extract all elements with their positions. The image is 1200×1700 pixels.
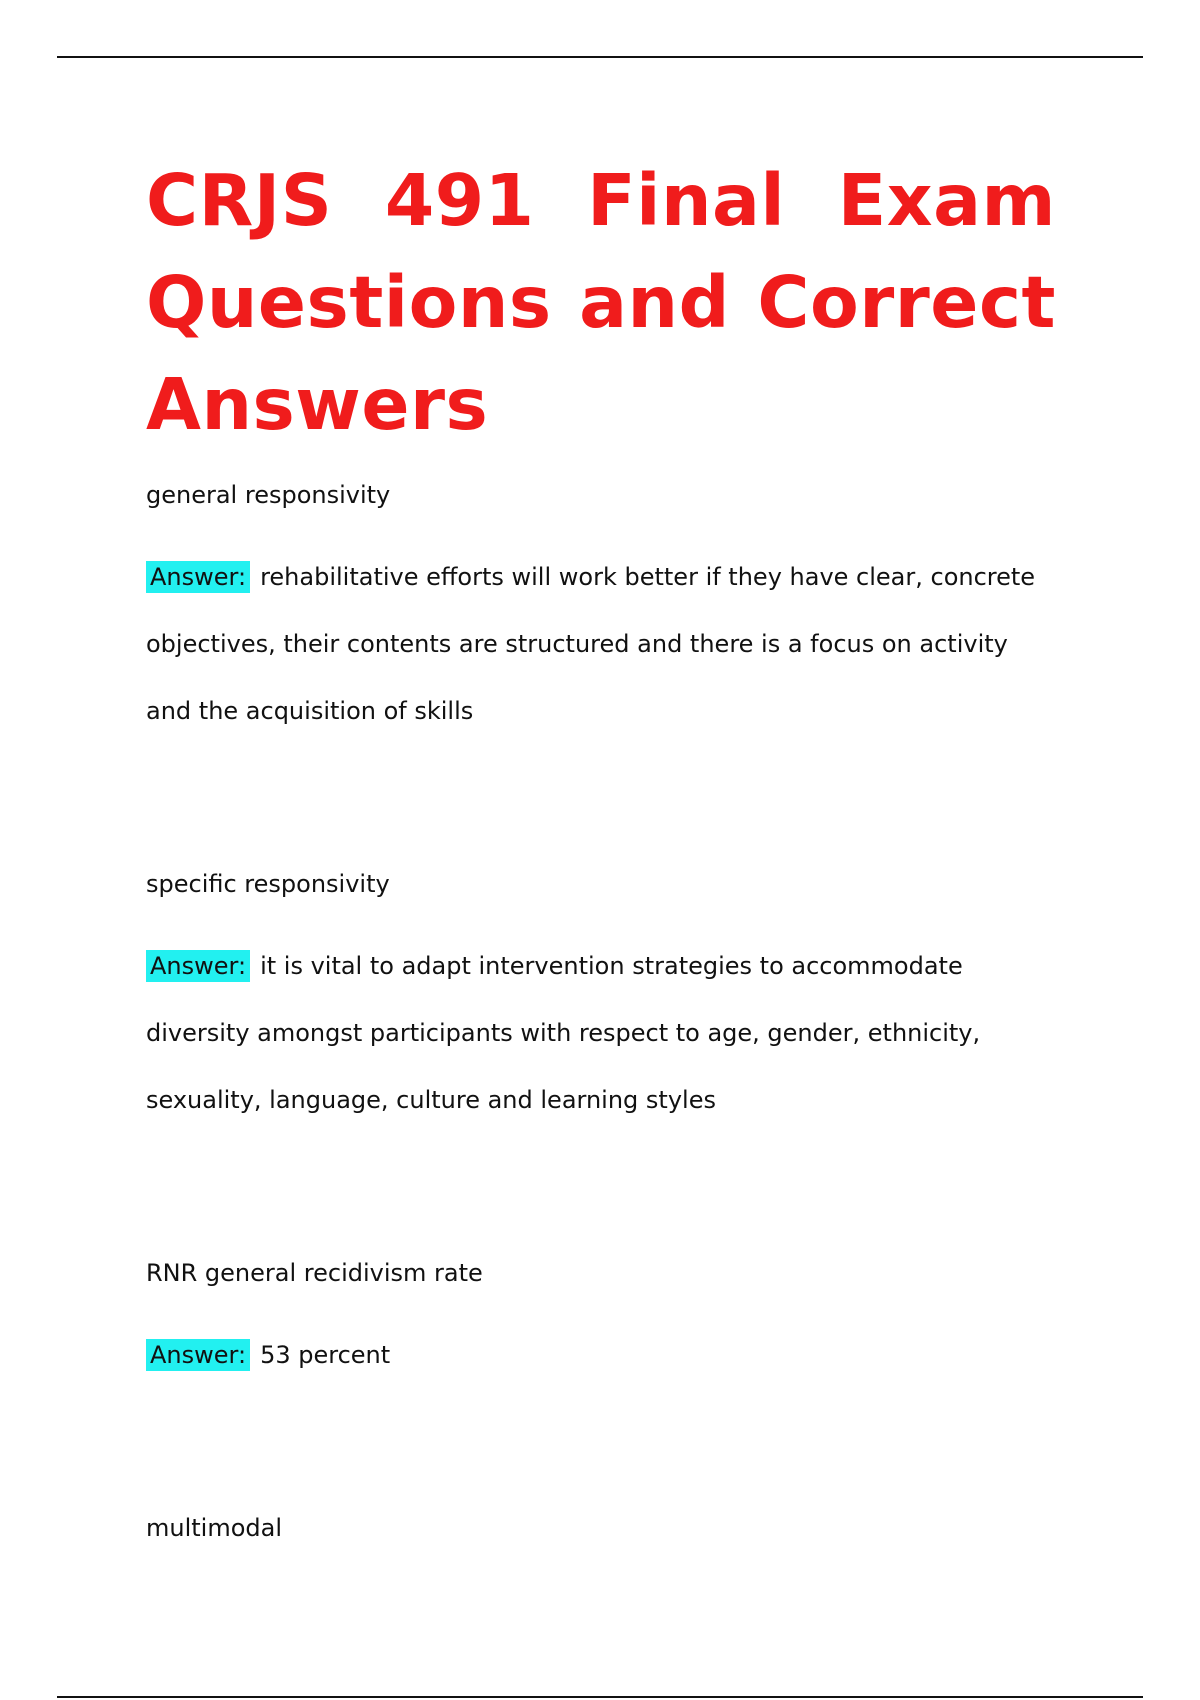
- answer-text: [146, 933, 1056, 1134]
- answer-body: it is vital to adapt intervention strategies to accommodate diversity amongst participants with respect to age, gender, ethnicity, sexuality, language, culture and learning styles: [146, 952, 981, 1114]
- document-body: [146, 150, 1056, 1562]
- question-text: general responsivity: [146, 481, 391, 509]
- question-text: RNR general recidivism rate: [146, 1259, 483, 1287]
- answer-body: rehabilitative efforts will work better if they have clear, concrete objectives, their contents are structured and there is a focus on activity and the acquisition of skills: [146, 563, 1036, 725]
- item-gap: [146, 1134, 1056, 1234]
- answer-body: 53 percent: [260, 1341, 391, 1369]
- answer-text: [146, 544, 1056, 745]
- answer-text: [146, 1322, 1056, 1389]
- qa-item: [146, 845, 1056, 1134]
- item-gap: [146, 1389, 1056, 1489]
- top-rule: [57, 56, 1143, 58]
- qa-item: [146, 1489, 1056, 1562]
- qa-item: [146, 456, 1056, 745]
- document-title: CRJS 491 Final Exam Questions and Correct Answers: [146, 159, 1056, 446]
- item-gap: [146, 745, 1056, 845]
- qa-list: [146, 456, 1056, 1562]
- answer-label: Answer:: [146, 950, 250, 982]
- question-text: specific responsivity: [146, 870, 390, 898]
- answer-label: Answer:: [146, 561, 250, 593]
- qa-item: [146, 1234, 1056, 1389]
- answer-label: Answer:: [146, 1339, 250, 1371]
- question-text: multimodal: [146, 1514, 283, 1542]
- bottom-rule: [57, 1696, 1143, 1698]
